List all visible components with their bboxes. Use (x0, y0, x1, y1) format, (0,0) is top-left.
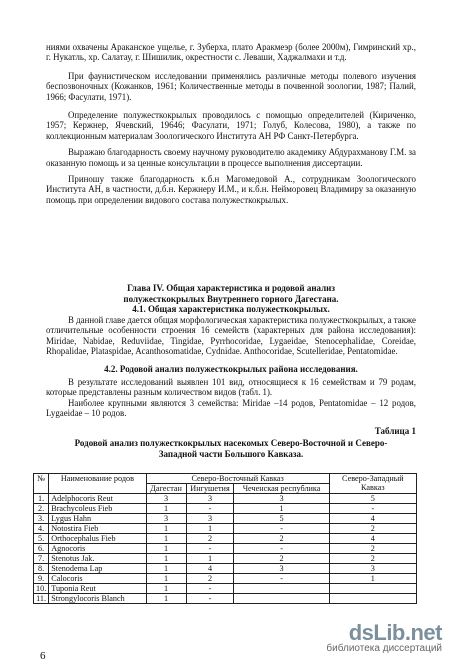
row-number: 4. (34, 524, 49, 534)
table-body (34, 494, 417, 604)
table-row (34, 544, 417, 554)
watermark-site-tld: .net (404, 620, 442, 645)
count-ingushetia: 1 (186, 554, 234, 564)
count-dagestan: 1 (146, 564, 186, 574)
section-1-title: 4.1. Общая характеристика полужесткокрылых. (132, 304, 330, 314)
count-northwest (329, 584, 416, 594)
count-northwest: 2 (329, 544, 416, 554)
row-number: 1. (34, 494, 49, 504)
header-ingushetia: Ингушетия (186, 484, 234, 494)
section-2-body (46, 377, 416, 419)
genus-name: Orthocephalus Fieb (49, 534, 146, 544)
paragraph-5: Приношу также благодарность к.б.н Магомедовой А., сотрудникам Зоологического Института АН, в частности, д.б.н. Кержнеру И.М., и к.б.н. Нейморовец Владимиру за оказанную помощь при определении видового состава полужесткокрылых. (46, 174, 416, 205)
table-row (34, 524, 417, 534)
count-chechnya: 2 (234, 554, 329, 564)
count-chechnya: - (234, 574, 329, 584)
chapter-title-line-2: полужесткокрылых Внутреннего горного Дагестана. (123, 293, 339, 304)
chapter-title (46, 283, 416, 315)
paragraph-3: Определение полужесткокрылых проводилось с помощью определителей (Кириченко, 1957; Кержнер, Ячевский, 19646; Фасулати, 1971; Голуб, Колесова, 1980), а также по коллекционным материалам Зоологического Института АН РФ Санкт-Петербурга. (46, 110, 416, 141)
count-northwest: 3 (329, 564, 416, 574)
table-row (34, 564, 417, 574)
row-number: 5. (34, 534, 49, 544)
table-caption-line-2: Западной части Большого Кавказа. (158, 448, 304, 459)
genus-name: Calocoris (49, 574, 146, 584)
header-northwest: Северо-Западный Кавказ (329, 474, 416, 494)
count-northwest: 2 (329, 524, 416, 534)
genus-name: Tuponia Reut (49, 584, 146, 594)
genus-name: Agnocoris (49, 544, 146, 554)
count-northwest: 5 (329, 494, 416, 504)
count-ingushetia: 4 (186, 564, 234, 574)
header-chechnya: Чеченская республика (234, 484, 329, 494)
section-2-paragraph-1: В результате исследований выявлен 101 вид, относящиеся к 16 семействам и 79 родам, которые представлены разным количеством видов (табл. 1). (46, 377, 416, 398)
count-ingushetia: 2 (186, 534, 234, 544)
table-row (34, 494, 417, 504)
count-chechnya (234, 584, 329, 594)
count-chechnya: 5 (234, 514, 329, 524)
count-chechnya: - (234, 544, 329, 554)
count-dagestan: 1 (146, 554, 186, 564)
watermark-logo (326, 620, 442, 654)
section-2-paragraph-2: Наиболее крупными являются 3 семейства: Miridae –14 родов, Pentatomidae – 12 родов, Lygaeidae – 10 родов. (46, 397, 416, 419)
count-ingushetia: 2 (186, 574, 234, 584)
table-row (34, 504, 417, 514)
genera-table (33, 473, 417, 604)
row-number: 9. (34, 574, 49, 584)
row-number: 11. (34, 594, 49, 604)
genus-name: Strongylocoris Blanch (49, 594, 146, 604)
table-row (34, 534, 417, 544)
header-dagestan: Дагестан (146, 484, 186, 494)
count-chechnya: - (234, 524, 329, 534)
count-dagestan: 1 (146, 504, 186, 514)
watermark-subtitle: библиотека диссертаций (326, 643, 442, 654)
row-number: 6. (34, 544, 49, 554)
genus-name: Brachycoleus Fieb (49, 504, 146, 514)
table-caption (46, 438, 416, 459)
row-number: 7. (34, 554, 49, 564)
genus-name: Stenodema Lap (49, 564, 146, 574)
intro-text (46, 42, 416, 205)
count-dagestan: 3 (146, 514, 186, 524)
count-ingushetia: - (186, 594, 234, 604)
count-ingushetia: 3 (186, 494, 234, 504)
count-chechnya: 2 (234, 534, 329, 544)
row-number: 8. (34, 564, 49, 574)
count-chechnya (234, 594, 329, 604)
count-northwest: 4 (329, 534, 416, 544)
table-row (34, 594, 417, 604)
section-1-paragraph: В данной главе дается общая морфологическая характеристика полужесткокрылых, а также отличительные особенности строения 16 семейств (характерных для района исследования): Miridae, Nabidae, Reduviidae, Tingidae, Pyrrhocoridae, Lygaeidae, Stenocephalidae, Coreidae, Rhopalidae, Plataspidae, Acanthosomatidae, Cydnidae. Anthocoridae, Scutelleridae, Pentatomidae. (46, 315, 416, 357)
table-row (34, 574, 417, 584)
genus-name: Notostira Fieb (49, 524, 146, 534)
paragraph-1: ниями охвачены Араканское ущелье, г. Зуберха, плато Аракмеэр (более 2000м), Гимринский хр., г. Нукатль, хр. Салатау, г. Шишилик, окрестности с. Леваши, Хаджалмахи и т.д. (46, 42, 416, 63)
count-northwest: 2 (329, 554, 416, 564)
count-dagestan: 1 (146, 574, 186, 584)
count-chechnya: 3 (234, 564, 329, 574)
page-number: 6 (40, 650, 46, 662)
count-chechnya: 1 (234, 504, 329, 514)
count-dagestan: 1 (146, 534, 186, 544)
watermark-site-main: dsLib (348, 620, 405, 645)
count-ingushetia: - (186, 584, 234, 594)
row-number: 2. (34, 504, 49, 514)
count-northwest (329, 594, 416, 604)
count-northwest: 1 (329, 574, 416, 584)
count-ingushetia: - (186, 544, 234, 554)
chapter-title-line-1: Глава IV. Общая характеристика и родовой анализ (127, 283, 335, 293)
row-number: 3. (34, 514, 49, 524)
count-northwest: - (329, 504, 416, 514)
count-dagestan: 1 (146, 544, 186, 554)
count-northwest: 4 (329, 514, 416, 524)
genus-name: Stenotus Jak. (49, 554, 146, 564)
count-dagestan: 1 (146, 594, 186, 604)
header-name: Наименование родов (49, 474, 146, 494)
table-row (34, 514, 417, 524)
genus-name: Lygus Hahn (49, 514, 146, 524)
header-northeast: Северо-Восточный Кавказ (146, 474, 329, 484)
section-2-title: 4.2. Родовой анализ полужесткокрылых района исследования. (104, 364, 358, 374)
row-number: 10. (34, 584, 49, 594)
header-num: № (34, 474, 49, 494)
genus-name: Adelphocoris Reut (49, 494, 146, 504)
table-number: Таблица 1 (374, 426, 416, 436)
table-row (34, 584, 417, 594)
paragraph-4: Выражаю благодарность своему научному руководителю академику Абдурахманову Г.М. за оказанную помощь и за ценные консультации в процессе выполнения диссертации. (46, 147, 416, 168)
count-chechnya: 3 (234, 494, 329, 504)
table-caption-line-1: Родовой анализ полужесткокрылых насекомых Северо-Восточной и Северо- (74, 438, 388, 448)
count-ingushetia: - (186, 504, 234, 514)
count-dagestan: 1 (146, 524, 186, 534)
paragraph-2: При фаунистическом исследовании применялись различные методы полевого изучения беспозвоночных (Кожанков, 1961; Количественные методы в почвенной зоологии, 1987; Палий, 1966; Фасулати, 1971). (46, 70, 416, 102)
section-1-body (46, 315, 416, 357)
count-ingushetia: 1 (186, 524, 234, 534)
table-row (34, 554, 417, 564)
count-dagestan: 3 (146, 494, 186, 504)
count-dagestan: 1 (146, 584, 186, 594)
count-ingushetia: 3 (186, 514, 234, 524)
